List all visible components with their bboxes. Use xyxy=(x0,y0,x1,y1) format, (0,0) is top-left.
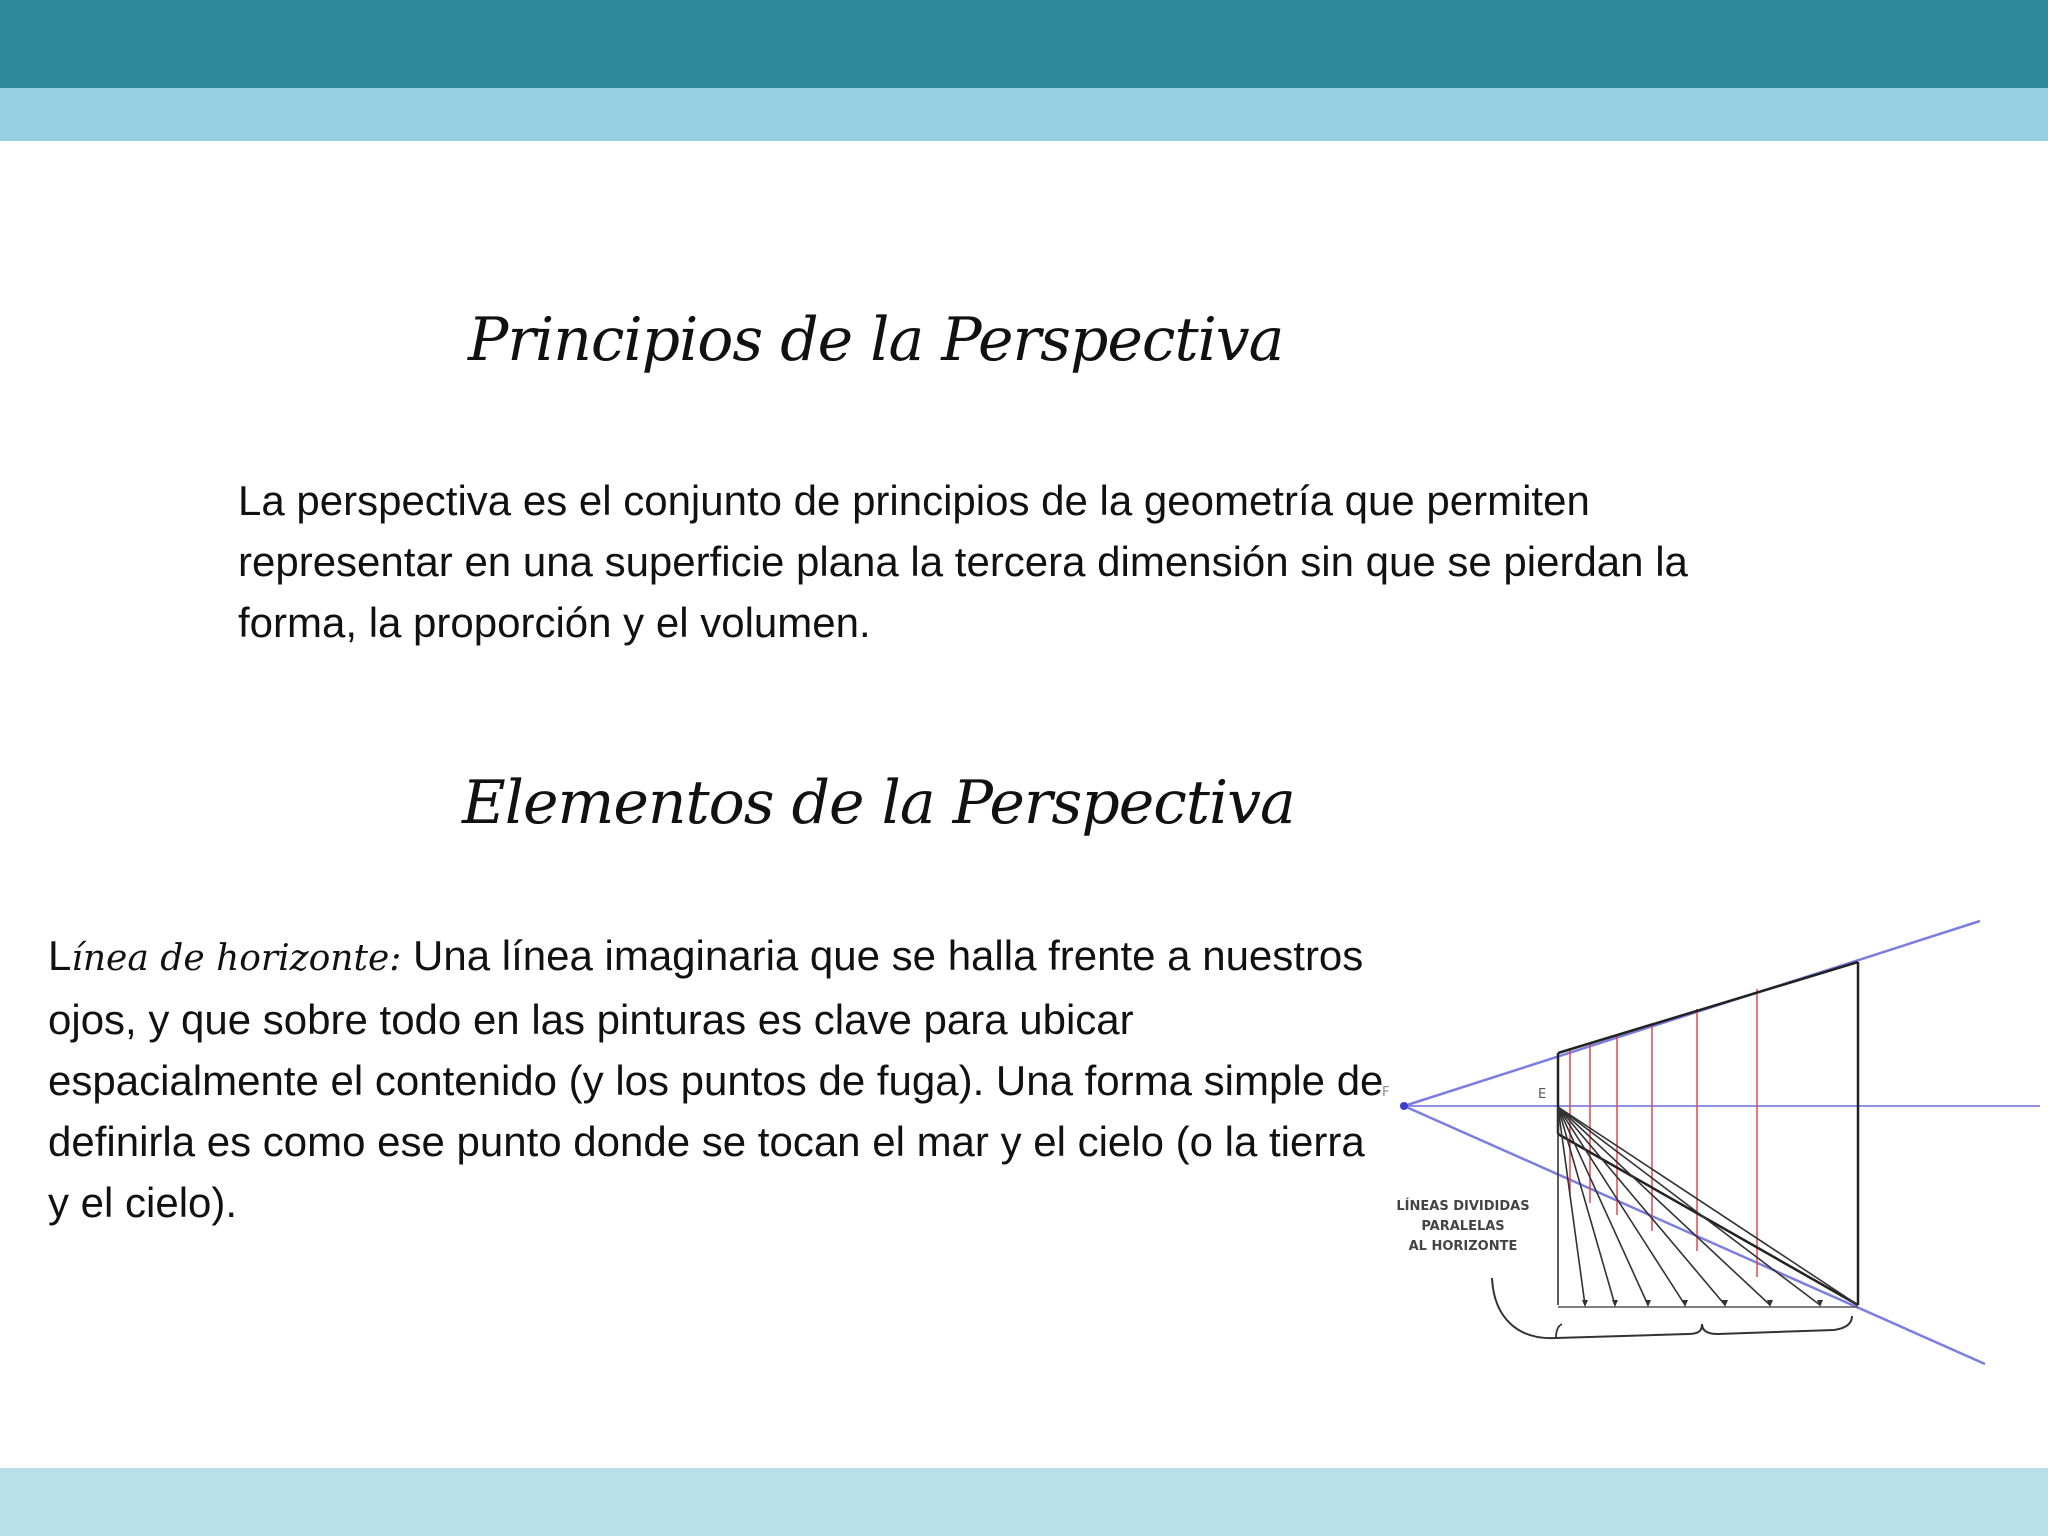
label-e: E xyxy=(1538,1087,1547,1102)
fan-lines xyxy=(1558,1107,1858,1305)
header-band-dark xyxy=(0,0,2048,88)
definition-text: Una línea imaginaria que se halla frente a nuestros ojos, y que sobre todo en las pinturas es clave para ubicar espacialmente el contenido (y los puntos de fuga). Una forma simple de definirla es como ese punto donde se tocan el mar y el cielo (o la tierra y el cielo). xyxy=(48,932,1384,1226)
footer-band xyxy=(0,1468,2048,1536)
baseline-ticks xyxy=(1582,1300,1823,1307)
caption-line-2: PARALELAS xyxy=(1421,1219,1505,1234)
title-elements: Elementos de la Perspectiva xyxy=(462,768,1295,838)
perspective-diagram xyxy=(1370,905,2048,1385)
horizon-definition xyxy=(48,925,1393,1233)
term-initial: L xyxy=(48,932,72,979)
vanishing-point-f xyxy=(1400,1102,1408,1110)
trapezoid-outline xyxy=(1558,962,1858,1305)
term-rest: ínea de horizonte: xyxy=(71,938,402,979)
brace-left-end xyxy=(1556,1324,1562,1338)
label-f: F xyxy=(1382,1085,1390,1100)
title-principles: Principios de la Perspectiva xyxy=(468,305,1284,375)
brace xyxy=(1492,1278,1852,1338)
header-band-light xyxy=(0,88,2048,141)
intro-paragraph: La perspectiva es el conjunto de principios de la geometría que permiten representar en una superficie plana la tercera dimensión sin que se pierdan la forma, la proporción y el volumen. xyxy=(238,477,1688,646)
caption-line-1: LÍNEAS DIVIDIDAS xyxy=(1396,1199,1530,1214)
diagram-caption xyxy=(1396,1198,1529,1254)
definition-term xyxy=(48,932,402,979)
caption-line-3: AL HORIZONTE xyxy=(1408,1239,1518,1254)
